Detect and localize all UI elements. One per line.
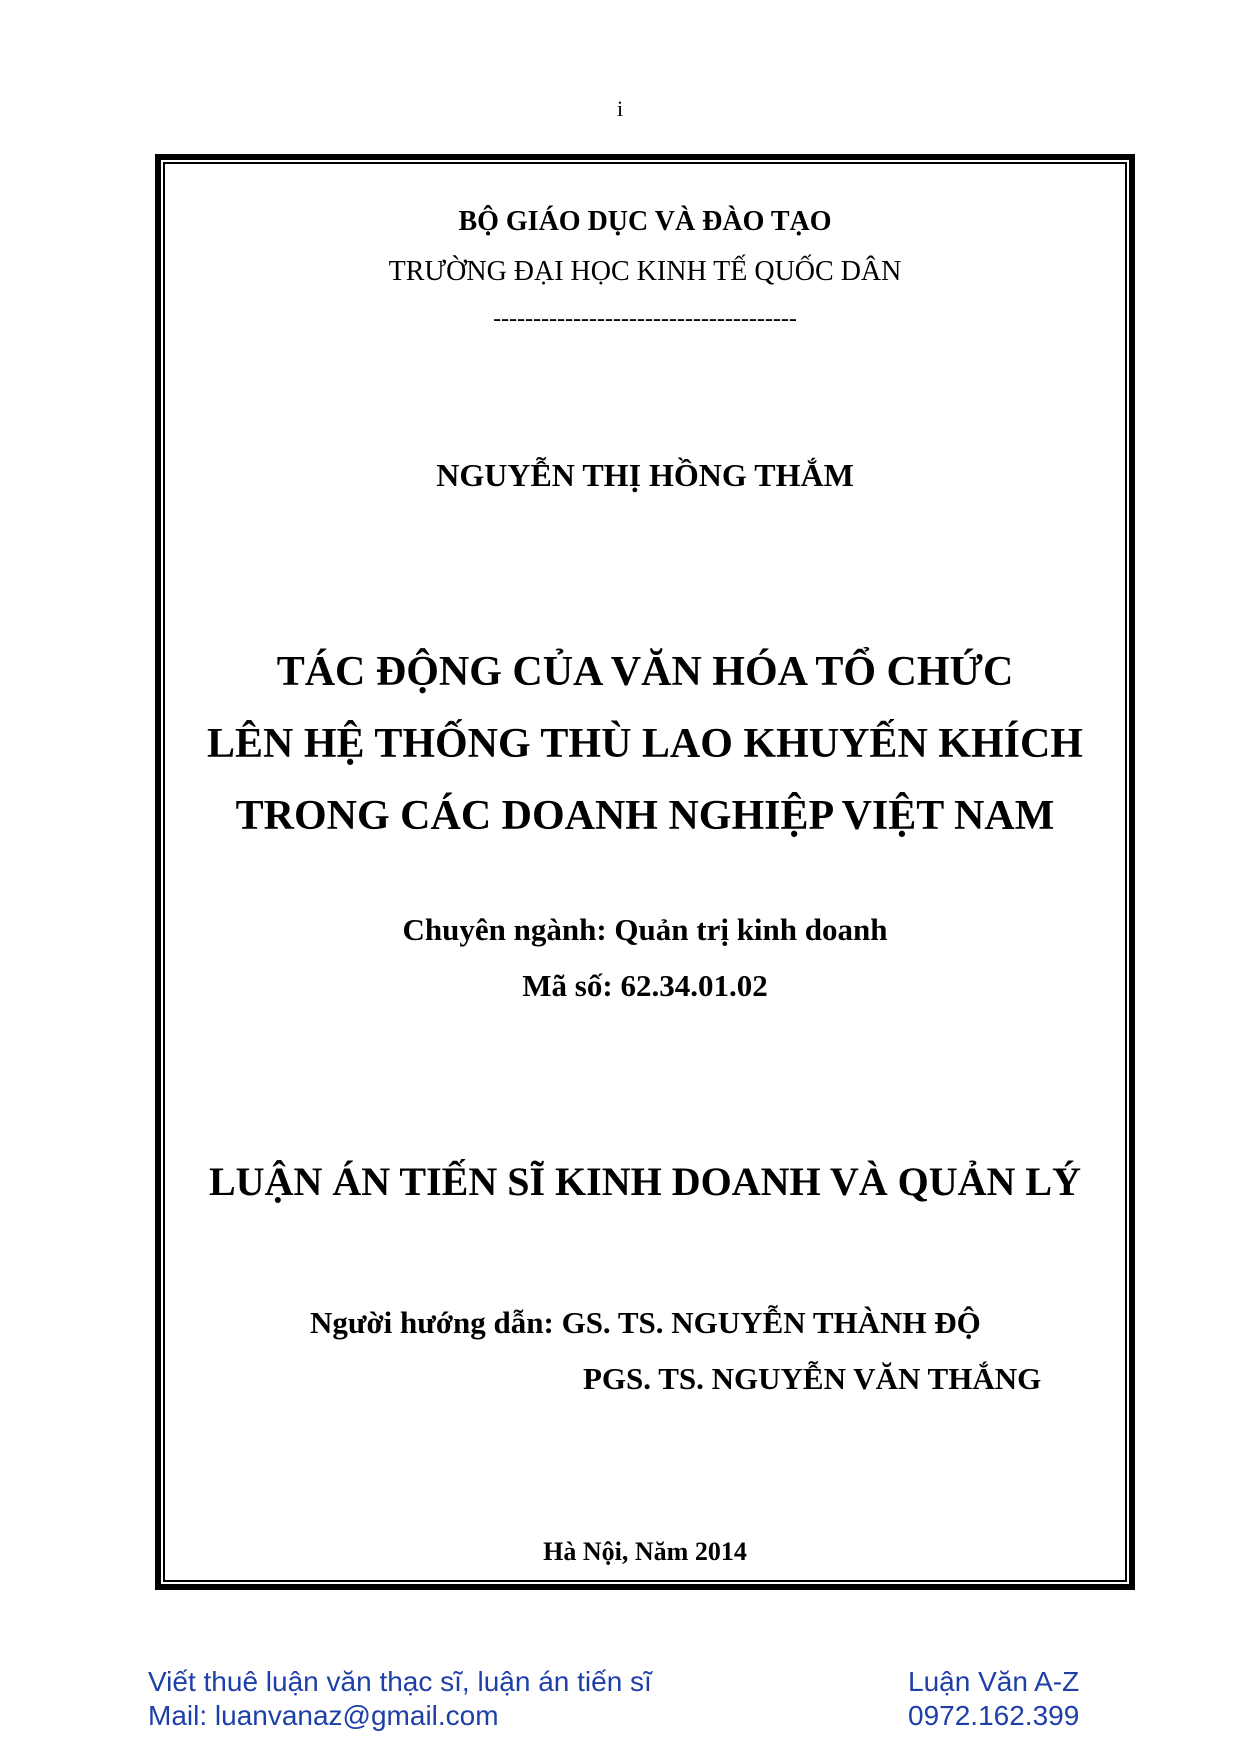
- place-date: Hà Nội, Năm 2014: [543, 1537, 747, 1566]
- ministry-heading: BỘ GIÁO DỤC VÀ ĐÀO TẠO: [458, 206, 832, 237]
- footer-email: Mail: luanvanaz@gmail.com: [148, 1700, 499, 1731]
- advisor-1: GS. TS. NGUYỄN THÀNH ĐỘ: [561, 1305, 981, 1340]
- thesis-title-line-3: TRONG CÁC DOANH NGHIỆP VIỆT NAM: [235, 793, 1055, 839]
- footer-phone: 0972.162.399: [908, 1700, 1080, 1731]
- advisor-label: Người hướng dẫn:: [310, 1305, 554, 1340]
- header-divider: --------------------------------------: [493, 306, 797, 332]
- advisor-row-1: [310, 1305, 981, 1341]
- advisor-2: PGS. TS. NGUYỄN VĂN THẮNG: [583, 1361, 1042, 1396]
- specialty-code: Mã số: 62.34.01.02: [522, 968, 768, 1003]
- thesis-title-line-2: LÊN HỆ THỐNG THÙ LAO KHUYẾN KHÍCH: [207, 721, 1083, 767]
- university-heading: TRƯỜNG ĐẠI HỌC KINH TẾ QUỐC DÂN: [388, 256, 902, 287]
- page-number: i: [616, 96, 624, 121]
- footer-service-text: Viết thuê luận văn thạc sĩ, luận án tiến sĩ: [148, 1666, 652, 1697]
- footer-brand: Luận Văn A-Z: [908, 1666, 1080, 1697]
- author-name: NGUYỄN THỊ HỒNG THẮM: [436, 457, 854, 493]
- thesis-title-line-1: TÁC ĐỘNG CỦA VĂN HÓA TỔ CHỨC: [276, 649, 1014, 695]
- advisor-row-2: [583, 1361, 1041, 1397]
- degree-title: LUẬN ÁN TIẾN SĨ KINH DOANH VÀ QUẢN LÝ: [209, 1159, 1081, 1204]
- specialty: Chuyên ngành: Quản trị kinh doanh: [402, 912, 888, 947]
